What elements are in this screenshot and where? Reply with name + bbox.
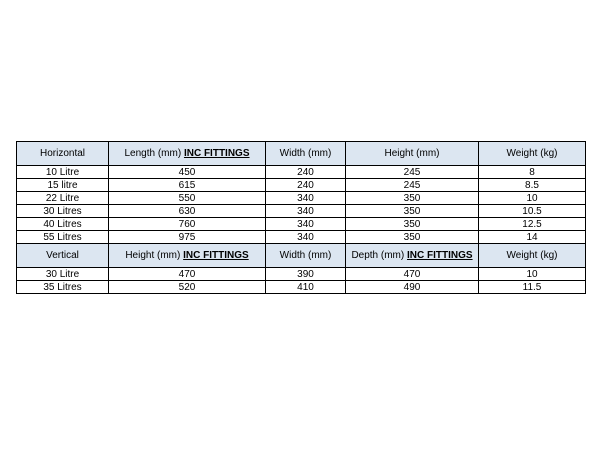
header-label: Width (mm) [279,148,332,159]
header-cell-col2 [109,142,266,166]
header-cell-col2 [109,244,266,268]
spec-table-body [17,142,586,294]
table-row [17,268,586,281]
section-header-row [17,244,586,268]
cell-col4: 350 [346,218,479,231]
cell-col4: 350 [346,231,479,244]
cell-weight: 10.5 [479,205,586,218]
cell-width: 340 [266,205,346,218]
header-label: Weight (kg) [506,148,558,159]
cell-col4: 245 [346,166,479,179]
section-header-row [17,142,586,166]
cell-col2: 760 [109,218,266,231]
cell-weight: 14 [479,231,586,244]
cell-col4: 350 [346,192,479,205]
cell-type: 15 litre [17,179,109,192]
header-cell-type [17,244,109,268]
cell-type: 22 Litre [17,192,109,205]
header-label: Height (mm) [125,250,184,261]
cell-type: 55 Litres [17,231,109,244]
cell-width: 340 [266,192,346,205]
cell-col4: 470 [346,268,479,281]
table-row [17,192,586,205]
cell-weight: 8.5 [479,179,586,192]
header-label: Weight (kg) [506,250,558,261]
header-cell-col4 [346,244,479,268]
table-row [17,166,586,179]
cell-col4: 490 [346,281,479,294]
header-cell-type [17,142,109,166]
cell-weight: 10 [479,192,586,205]
cell-col2: 975 [109,231,266,244]
header-label: Height (mm) [384,148,440,159]
table-row [17,231,586,244]
header-label: Width (mm) [279,250,332,261]
header-emphasis: INC FITTINGS [183,250,249,261]
header-label: Length (mm) [124,148,184,159]
cell-col2: 520 [109,281,266,294]
cell-col4: 350 [346,205,479,218]
cell-width: 390 [266,268,346,281]
cell-type: 30 Litre [17,268,109,281]
cell-type: 30 Litres [17,205,109,218]
header-label: Horizontal [39,148,86,159]
cell-weight: 12.5 [479,218,586,231]
header-emphasis: INC FITTINGS [407,250,473,261]
table-row [17,205,586,218]
cell-col2: 550 [109,192,266,205]
header-cell-weight [479,142,586,166]
cell-weight: 11.5 [479,281,586,294]
table-row [17,179,586,192]
header-emphasis: INC FITTINGS [183,148,250,159]
spec-table [16,141,586,294]
cell-width: 240 [266,179,346,192]
cell-type: 40 Litres [17,218,109,231]
cell-width: 340 [266,231,346,244]
cell-weight: 8 [479,166,586,179]
header-label: Vertical [46,250,79,261]
cell-type: 35 Litres [17,281,109,294]
cell-col2: 630 [109,205,266,218]
table-row [17,281,586,294]
cell-col4: 245 [346,179,479,192]
header-label: Depth (mm) [351,250,407,261]
cell-width: 410 [266,281,346,294]
cell-col2: 450 [109,166,266,179]
cell-width: 240 [266,166,346,179]
cell-col2: 470 [109,268,266,281]
cell-weight: 10 [479,268,586,281]
header-cell-weight [479,244,586,268]
cell-col2: 615 [109,179,266,192]
header-cell-width [266,244,346,268]
cell-width: 340 [266,218,346,231]
cell-type: 10 Litre [17,166,109,179]
header-cell-width [266,142,346,166]
header-cell-col4 [346,142,479,166]
table-row [17,218,586,231]
